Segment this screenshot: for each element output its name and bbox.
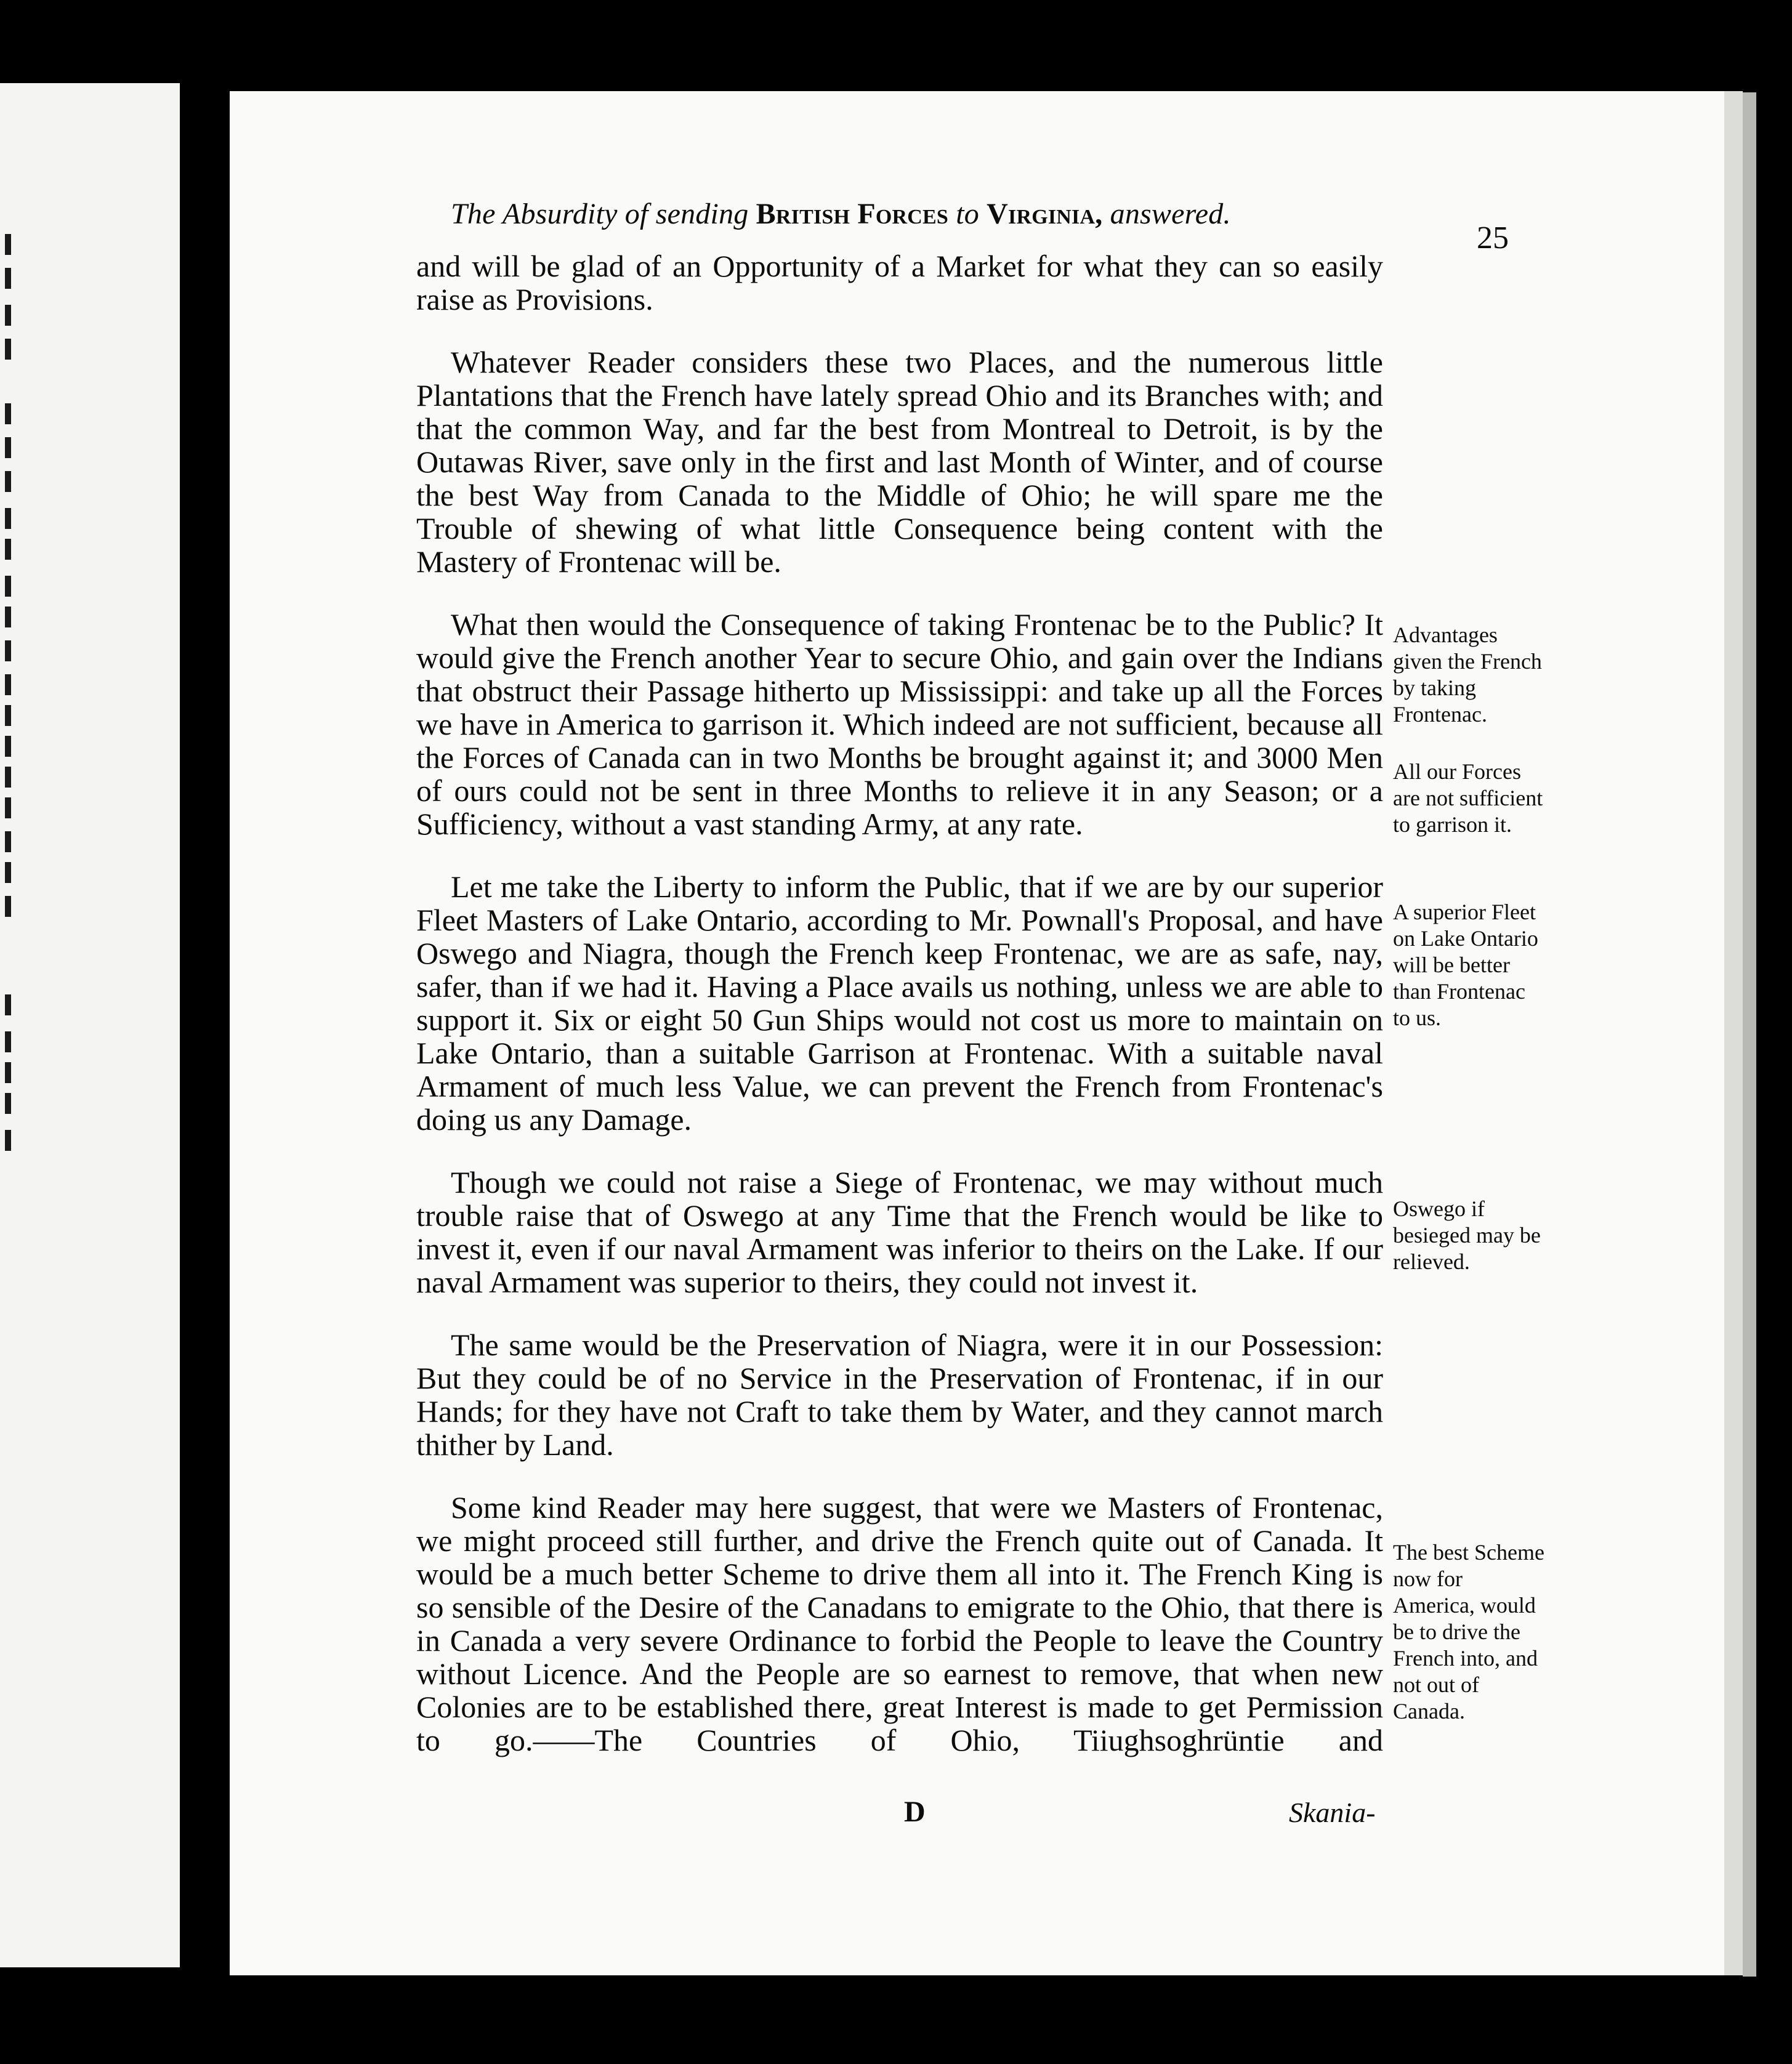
- running-head-part: to: [956, 198, 979, 230]
- text-fragment: [5, 1031, 11, 1052]
- running-head-smallcaps: British Forces: [756, 198, 948, 230]
- marginal-note: The best Scheme now for America, would be to drive the French into, and not out of Canada.: [1393, 1540, 1544, 1723]
- text-fragment: [5, 1130, 11, 1151]
- marginal-note: Oswego if besieged may be relieved.: [1393, 1196, 1541, 1274]
- marginal-note: A superior Fleet on Lake Ontario will be better than Frontenac to us.: [1393, 900, 1538, 1030]
- marginal-note: All our Forces are not sufficient to garrison it.: [1393, 759, 1543, 837]
- text-fragment: [5, 831, 11, 852]
- text-fragment: [5, 767, 11, 788]
- running-head-part: The Absurdity of sending: [451, 198, 749, 230]
- text-fragment: [5, 994, 11, 1015]
- text-fragment: [5, 403, 11, 424]
- text-fragment: [5, 1093, 11, 1114]
- text-fragment: [5, 640, 11, 661]
- body-text: [416, 249, 1383, 1757]
- page-edge-shadow: [1743, 92, 1756, 1977]
- text-fragment: [5, 896, 11, 917]
- text-fragment: [5, 268, 11, 289]
- text-fragment: [5, 607, 11, 627]
- paragraph: The same would be the Preservation of Niagra, were it in our Possession: But they could be of no Service in the Preservation of Frontenac, if in our Hands; for they have not Craft to take them by Water, and they cannot march thither by Land.: [416, 1328, 1383, 1462]
- paragraph: What then would the Consequence of taking Frontenac be to the Public? It would give the French another Year to secure Ohio, and gain over the Indians that obstruct their Passage hitherto up Mississippi: and take up all the Forces we have in America to garrison it. Which indeed are not sufficient, because all the Forces of Canada can in two Months be brought against it; and 3000 Men of ours could not be sent in three Months to relieve it in any Season; or a Sufficiency, without a vast standing Army, at any rate.: [416, 607, 1383, 841]
- marginal-note: Advantages given the French by taking Frontenac.: [1393, 623, 1542, 727]
- paragraph: Whatever Reader considers these two Places, and the numerous little Plantations that the French have lately spread Ohio and its Branches with; and that the common Way, and far the best from Montreal to Detroit, is by the Outawas River, save only in the first and last Month of Winter, and of course the best Way from Canada to the Middle of Ohio; he will spare me the Trouble of shewing of what little Consequence being content with the Mastery of Frontenac will be.: [416, 345, 1383, 579]
- paragraph: Some kind Reader may here suggest, that were we Masters of Frontenac, we might proceed still further, and drive the French quite out of Canada. It would be a much better Scheme to drive them all into it. The French King is so sensible of the Desire of the Canadans to emigrate to the Ohio, that there is in Canada a very severe Ordinance to forbid the People to leave the Country without Licence. And the People are so earnest to remove, that when new Colonies are to be established there, great Interest is made to get Permission to go.——The Countries of Ohio, Tiiughsoghrüntie and: [416, 1490, 1383, 1757]
- text-fragment: [5, 339, 11, 360]
- text-fragment: [5, 508, 11, 529]
- running-head: [451, 197, 1350, 231]
- signature-mark: D: [904, 1796, 926, 1828]
- text-fragment: [5, 705, 11, 726]
- text-fragment: [5, 471, 11, 492]
- paragraph: Though we could not raise a Siege of Frontenac, we may without much trouble raise that of Oswego at any Time that the French would be like to invest it, even if our naval Armament was inferior to theirs on the Lake. If our naval Armament was superior to theirs, they could not invest it.: [416, 1165, 1383, 1299]
- previous-page-edge: [0, 83, 180, 1967]
- text-fragment: [5, 1062, 11, 1083]
- text-fragment: [5, 576, 11, 597]
- text-fragment: [5, 736, 11, 757]
- catchword: Skania-: [1289, 1797, 1376, 1828]
- page-edge: [1724, 91, 1743, 1975]
- text-fragment: [5, 539, 11, 560]
- text-fragment: [5, 797, 11, 818]
- running-head-smallcaps: Virginia,: [987, 198, 1103, 230]
- text-fragment: [5, 674, 11, 695]
- paragraph: Let me take the Liberty to inform the Public, that if we are by our superior Fleet Masters of Lake Ontario, according to Mr. Pownall's Proposal, and have Oswego and Niagra, though the French keep Frontenac, we are as safe, nay, safer, than if we had it. Having a Place avails us nothing, unless we are able to support it. Six or eight 50 Gun Ships would not cost us more to maintain on Lake Ontario, than a suitable Garrison at Frontenac. With a suitable naval Armament of much less Value, we can prevent the French from Frontenac's doing us any Damage.: [416, 869, 1383, 1137]
- text-fragment: [5, 305, 11, 326]
- text-fragment: [5, 862, 11, 883]
- page-number: 25: [1477, 220, 1509, 256]
- paragraph: and will be glad of an Opportunity of a Market for what they can so easily raise as Provisions.: [416, 249, 1383, 316]
- text-fragment: [5, 234, 11, 255]
- text-fragment: [5, 437, 11, 458]
- running-head-part: answered.: [1110, 198, 1231, 230]
